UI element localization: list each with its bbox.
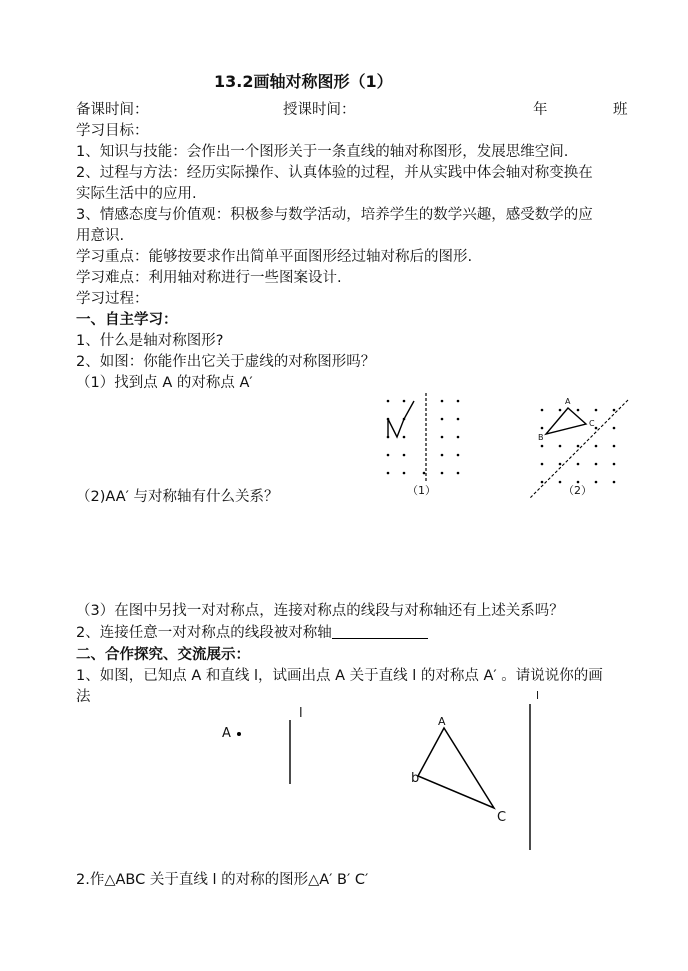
figure-2-dots	[541, 409, 616, 484]
process-heading: 学习过程：	[76, 291, 149, 307]
objective-item-1: 1、知识与技能：会作出一个图形关于一条直线的轴对称图形，发展思维空间.	[76, 144, 569, 160]
objective-item-3-line-1: 3、情感态度与价值观：积极参与数学活动，培养学生的数学兴趣，感受数学的应	[76, 207, 593, 223]
section-1-sub-3: （3）在图中另找一对对称点，连接对称点的线段与对称轴还有上述关系吗？	[76, 603, 564, 619]
triangle-label-c: C	[497, 810, 507, 825]
section-2-question-1-line-1: 1、如图，已知点 A 和直线 l，试画出点 A 关于直线 l 的对称点 A′ 。请说说你的画	[76, 668, 603, 684]
teach-time-label: 授课时间：	[283, 102, 356, 118]
triangle-label-b: b	[411, 771, 420, 786]
line-l-label: l	[299, 706, 303, 721]
difficulty: 学习难点：利用轴对称进行一些图案设计.	[76, 270, 342, 286]
objectives-heading: 学习目标：	[76, 123, 149, 139]
line-2-label: l	[536, 689, 540, 702]
objective-item-2-line-2: 实际生活中的应用.	[76, 186, 197, 202]
figure-1-caption: （1）	[407, 484, 436, 497]
section-1-heading: 一、自主学习：	[76, 312, 178, 328]
figure-2-label-c: C	[589, 419, 595, 428]
triangle-label-a: A	[438, 715, 446, 728]
section-2-question-1-line-2: 法	[76, 689, 91, 705]
section-1-sub-2: （2)AA′ 与对称轴有什么关系？	[76, 489, 279, 505]
figure-2-dot-grid	[530, 398, 630, 498]
year-label: 年	[533, 102, 548, 118]
line-l	[288, 720, 292, 786]
triangle-abc	[410, 715, 510, 818]
line-2	[528, 704, 532, 852]
key-point: 学习重点：能够按要求作出简单平面图形经过轴对称后的图形.	[76, 249, 473, 265]
section-1-sub-1: （1）找到点 A 的对称点 A′	[76, 375, 253, 391]
prep-time-label: 备课时间：	[76, 102, 149, 118]
section-1-conclusion	[76, 623, 428, 643]
figure-2-label-b: B	[538, 433, 544, 442]
objective-item-3-line-2: 用意识.	[76, 228, 125, 244]
objective-item-2-line-1: 2、过程与方法：经历实际操作、认真体验的过程，并从实践中体会轴对称变换在	[76, 165, 593, 181]
conclusion-text: 2、连接任意一对对称点的线段被对称轴	[76, 625, 332, 641]
point-a-dot	[236, 731, 242, 737]
section-2-heading: 二、合作探究、交流展示：	[76, 647, 250, 663]
figure-1-shape	[388, 401, 414, 437]
answer-blank	[332, 624, 428, 639]
figure-2-triangle	[546, 408, 586, 434]
class-label: 班	[613, 102, 628, 118]
page-title: 13.2画轴对称图形（1）	[214, 72, 393, 91]
figure-2-caption: （2）	[563, 484, 592, 497]
point-a-label: A	[222, 726, 231, 741]
figure-2-label-a: A	[565, 397, 571, 406]
section-1-question-1: 1、什么是轴对称图形?	[76, 333, 224, 349]
section-2-question-2: 2.作△ABC 关于直线 l 的对称的图形△A′ B′ C′	[76, 872, 369, 888]
section-1-question-2: 2、如图：你能作出它关于虚线的对称图形吗？	[76, 354, 376, 370]
